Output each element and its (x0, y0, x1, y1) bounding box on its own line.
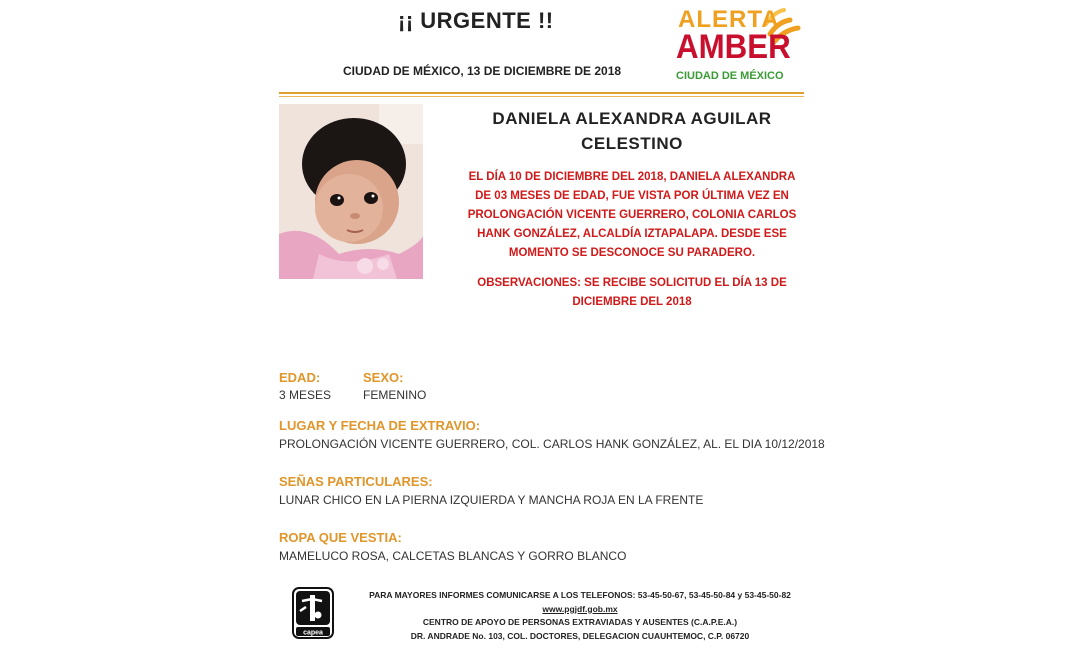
alerta-amber-logo (674, 4, 806, 88)
capea-logo-text: capea (303, 629, 323, 637)
logo-alerta-text: ALERTA (678, 6, 780, 33)
footer-address: DR. ANDRADE No. 103, COL. DOCTORES, DELEGACION CUAUHTEMOC, C.P. 06720 (410, 630, 750, 641)
incident-description: EL DÍA 10 DE DICIEMBRE DEL 2018, DANIELA ALEXANDRA DE 03 MESES DE EDAD, FUE VISTA POR ÚLTIMA VEZ EN PROLONGACIÓN VICENTE GUERRERO, COLONIA CARLOS HANK GONZÁLEZ, ALCALDÍA IZTAPALAPA. DESDE ESE MOMENTO SE DESCONOCE SU PARADERO. (467, 171, 797, 259)
footer-phones: PARA MAYORES INFORMES COMUNICARSE A LOS TELEFONOS: 53-45-50-67, 53-45-50-84 y 53-45-50-82 (369, 590, 791, 600)
header-rule-thin (279, 96, 804, 97)
footer-website-link[interactable]: www.pgjdf.gob.mx (542, 603, 618, 614)
capea-logo (292, 587, 334, 639)
age-label: EDAD: (279, 370, 321, 385)
place-date-label: LUGAR Y FECHA DE EXTRAVIO: (279, 418, 481, 433)
logo-amber-text: AMBER (676, 28, 791, 66)
place-date-value: PROLONGACIÓN VICENTE GUERRERO, COL. CARLOS HANK GONZÁLEZ, AL. EL DIA 10/12/2018 (279, 437, 825, 451)
distinguishing-marks-label: SEÑAS PARTICULARES: (279, 474, 433, 489)
clothing-value: MAMELUCO ROSA, CALCETAS BLANCAS Y GORRO BLANCO (279, 549, 627, 563)
person-name (462, 106, 802, 156)
sex-label: SEXO: (363, 370, 404, 385)
distinguishing-marks-value: LUNAR CHICO EN LA PIERNA IZQUIERDA Y MANCHA ROJA EN LA FRENTE (279, 493, 704, 507)
dateline: CIUDAD DE MÉXICO, 13 DE DICIEMBRE DE 2018 (343, 64, 622, 78)
sex-value: FEMENINO (363, 388, 427, 402)
contact-footer (360, 589, 800, 643)
person-name-line2: CELESTINO (581, 134, 683, 153)
logo-city-text: CIUDAD DE MÉXICO (676, 70, 784, 82)
age-value: 3 MESES (279, 388, 332, 402)
footer-organization: CENTRO DE APOYO DE PERSONAS EXTRAVIADAS Y AUSENTES (C.A.P.E.A.) (422, 617, 738, 627)
clothing-label: ROPA QUE VESTIA: (279, 530, 402, 545)
person-name-line1: DANIELA ALEXANDRA AGUILAR (492, 109, 772, 128)
missing-person-photo (279, 104, 423, 279)
observations-text: OBSERVACIONES: SE RECIBE SOLICITUD EL DÍA 13 DE DICIEMBRE DEL 2018 (477, 277, 787, 308)
urgent-heading: ¡¡ URGENTE !! (398, 8, 554, 33)
header-rule (279, 92, 804, 94)
